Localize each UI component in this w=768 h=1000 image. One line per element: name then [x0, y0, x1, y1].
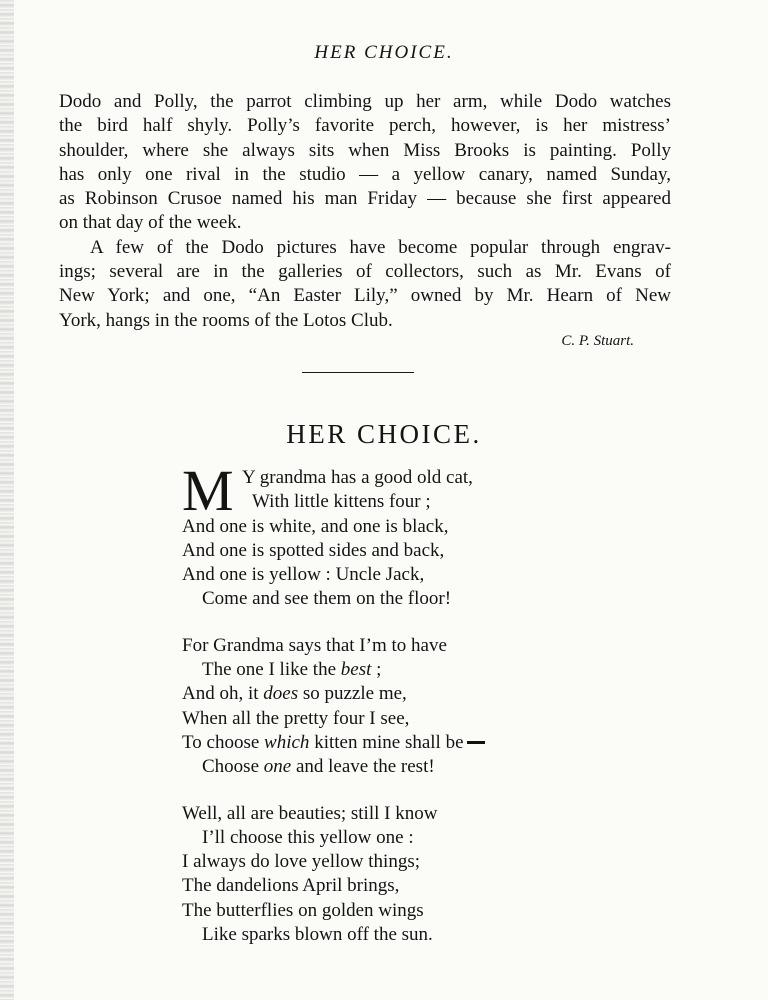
poem-title: HER CHOICE. [286, 419, 482, 449]
section-divider [302, 372, 414, 373]
running-head: HER CHOICE. [314, 42, 454, 63]
verse-line: Come and see them on the floor! [202, 588, 452, 610]
verse-line: Well, all are beauties; still I know [182, 802, 438, 824]
article-text [59, 90, 671, 333]
text-line: the bird half shyly. Polly’s favorite perch, however, is her mistress’ [59, 115, 671, 137]
verse-text: And oh, it [182, 683, 264, 705]
text-line: ings; several are in the galleries of collectors, such as Mr. Evans of [59, 261, 671, 283]
verse-line: I’ll choose this yellow one : [202, 826, 414, 848]
verse-line [182, 658, 485, 682]
verse-text: ; [371, 659, 382, 681]
verse-line: The dandelions April brings, [182, 875, 400, 897]
verse-line: Y grandma has a good old cat, [242, 467, 473, 488]
verse-line: Like sparks blown off the sun. [202, 924, 433, 946]
verse-line: When all the pretty four I see, [182, 707, 410, 729]
verse-line: And one is white, and one is black, [182, 515, 449, 537]
drop-cap: M [182, 458, 234, 523]
text-line: has only one rival in the studio — a yellow canary, named Sunday, [59, 163, 671, 185]
verse-text: and leave the rest! [291, 756, 435, 778]
verse-line: And one is spotted sides and back, [182, 539, 445, 561]
text-line: shoulder, where she always sits when Miss Brooks is painting. Polly [59, 139, 671, 161]
emphasis: best [340, 659, 372, 681]
paragraph-2 [59, 236, 671, 333]
emphasis: which [264, 731, 310, 753]
author-signature: C. P. Stuart. [561, 333, 634, 349]
verse-line [182, 682, 485, 706]
text-line: New York; and one, “An Easter Lily,” owned by Mr. Hearn of New [59, 285, 671, 307]
verse-text: To choose [182, 731, 265, 753]
paragraph-1 [59, 90, 671, 236]
emphasis: one [263, 756, 292, 778]
verse-text: Choose [202, 756, 264, 778]
stanza-1 [182, 458, 485, 612]
verse-text: so puzzle me, [298, 683, 407, 705]
stanza-3 [182, 802, 485, 948]
verse-line: The butterflies on golden wings [182, 899, 424, 921]
page-edge-shadow [0, 0, 14, 1000]
stanza-2 [182, 634, 485, 780]
verse-line: I always do love yellow things; [182, 851, 420, 873]
verse-text: kitten mine shall be [309, 731, 464, 753]
text-line: Dodo and Polly, the parrot climbing up her arm, while Dodo watches [59, 91, 671, 112]
text-line: A few of the Dodo pictures have become popular through engrav- [90, 236, 671, 258]
verse-line [182, 731, 485, 755]
text-line: as Robinson Crusoe named his man Friday — because she first appeared [59, 188, 671, 210]
em-dash-mark [467, 741, 485, 744]
emphasis: does [263, 683, 299, 705]
verse-line: And one is yellow : Uncle Jack, [182, 564, 425, 586]
drop-cap-block [182, 458, 485, 523]
poem [182, 458, 485, 969]
verse-text: The one I like the [202, 659, 341, 681]
verse-line [182, 755, 485, 779]
verse-line: With little kittens four ; [252, 491, 431, 513]
text-line: York, hangs in the rooms of the Lotos Club. [59, 309, 393, 331]
verse-line: For Grandma says that I’m to have [182, 634, 447, 656]
text-line: on that day of the week. [59, 212, 242, 234]
